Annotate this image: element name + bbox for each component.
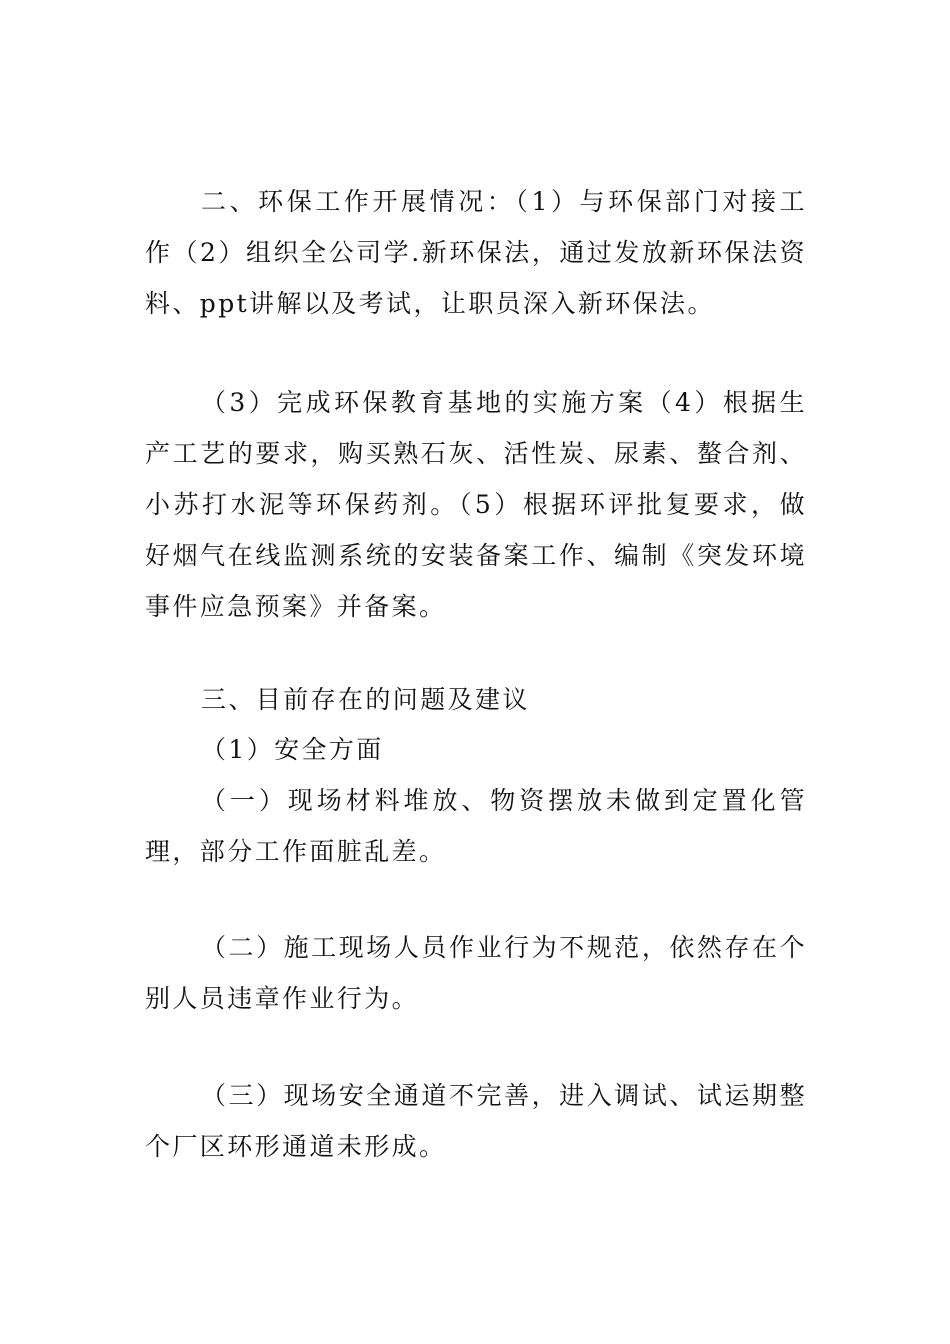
paragraph-environmental-plan: （3）完成环保教育基地的实施方案（4）根据生产工艺的要求，购买熟石灰、活性炭、尿素、螯合剂、小苏打水泥等环保药剂。（5）根据环评批复要求，做好烟气在线监测系统的安装备案工作、编制《突发环境事件应急预案》并备案。	[145, 388, 807, 621]
paragraph-environmental-work: 二、环保工作开展情况：（1）与环保部门对接工作（2）组织全公司学.新环保法，通过发放新环保法资料、ppt讲解以及考试，让职员深入新环保法。	[145, 187, 807, 318]
section-heading-problems: 三、目前存在的问题及建议	[201, 685, 530, 714]
paragraph-issue-3: （三）现场安全通道不完善，进入调试、试运期整个厂区环形通道未形成。	[145, 1081, 807, 1161]
paragraph-issue-1: （一）现场材料堆放、物资摆放未做到定置化管理，部分工作面脏乱差。	[145, 786, 807, 866]
subheading-safety: （1）安全方面	[201, 735, 384, 764]
paragraph-issue-2: （二）施工现场人员作业行为不规范，依然存在个别人员违章作业行为。	[145, 933, 807, 1013]
